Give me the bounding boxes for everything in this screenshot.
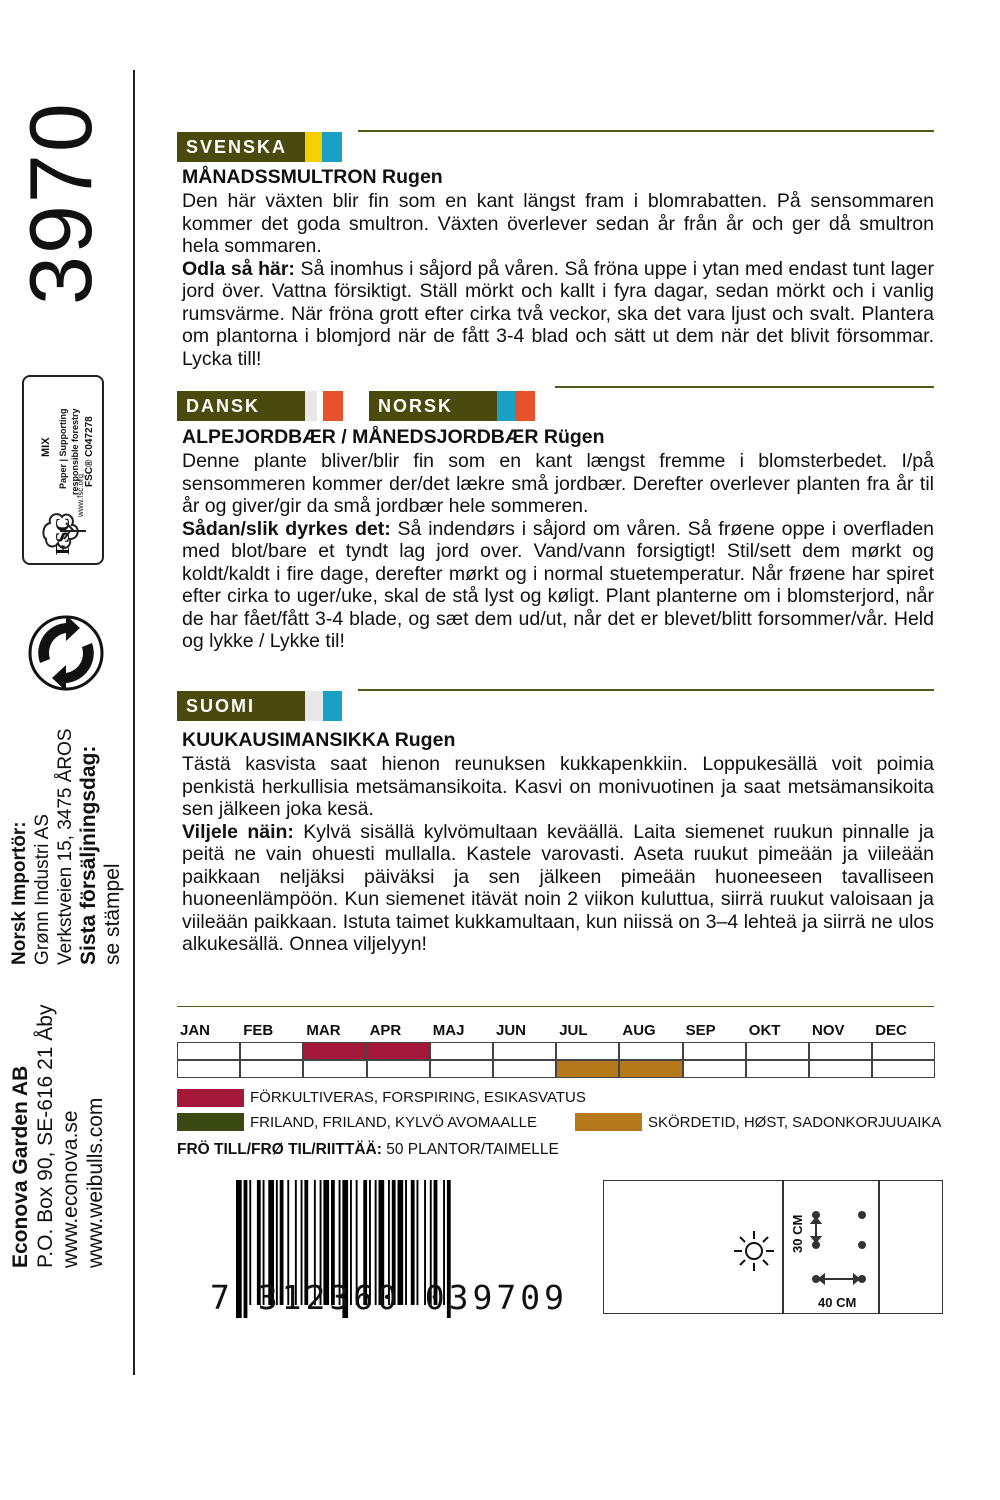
fsc-label (22, 375, 104, 565)
calendar-cell (746, 1042, 809, 1060)
growing-info-box (603, 1180, 943, 1314)
lang-tag-norsk: NORSK (369, 391, 497, 421)
month-label: MAJ (432, 1022, 465, 1039)
dansk-norsk-grow-label: Sådan/slik dyrkes det: (182, 517, 391, 540)
plant-spacing-label: 40 CM (818, 1295, 857, 1310)
calendar-cell (430, 1060, 493, 1078)
last-sale-value: se stämpel (101, 863, 124, 965)
suomi-intro: Tästä kasvista saat hienon reunuksen kukkapenkkiin. Loppukesällä voit poimia penkistä herkullisia metsämansikoita. Kasvi on monivuotinen ja saat metsämansikoita sen jälkeen joka kesä. (182, 753, 934, 820)
calendar-cell (367, 1060, 430, 1078)
box-divider (878, 1181, 880, 1313)
flag-stripe (322, 132, 342, 162)
company-site1: www.econova.se (59, 1110, 82, 1268)
month-label: FEB (243, 1022, 274, 1039)
month-label: DEC (875, 1022, 907, 1039)
recycle-icon (28, 615, 104, 691)
flag-stripe (305, 391, 317, 421)
flag-stripe (515, 391, 535, 421)
legend-swatch-precult (177, 1089, 244, 1107)
side-divider-line (133, 70, 135, 1375)
flag-stripe (497, 391, 515, 421)
fsc-paper-line2: responsible forestry (70, 408, 80, 495)
plant-spacing-diagram (804, 1205, 874, 1285)
company-address: P.O. Box 90, SE-616 21 Åby (34, 1004, 57, 1268)
month-label: JAN (180, 1022, 211, 1039)
month-label: MAR (306, 1022, 341, 1039)
month-label: JUL (559, 1022, 588, 1039)
fsc-mix: MIX (40, 437, 52, 457)
calendar-cell (746, 1060, 809, 1078)
row-spacing-label: 30 CM (790, 1214, 805, 1253)
calendar-cell (872, 1042, 935, 1060)
calendar-cell (367, 1042, 430, 1060)
company-name: Econova Garden AB (9, 1065, 32, 1268)
legend-swatch-harvest (575, 1113, 642, 1131)
fsc-paper-line1: Paper | Supporting (58, 408, 68, 489)
calendar-cell (683, 1042, 746, 1060)
svenska-title: MÅNADSSMULTRON Rugen (182, 166, 443, 188)
calendar-cell (556, 1042, 619, 1060)
calendar-cell (872, 1060, 935, 1078)
lang-tag-suomi: SUOMI (177, 691, 305, 721)
importer-block (8, 728, 124, 965)
suomi-grow-label: Viljele näin: (182, 820, 294, 843)
calendar-cell (493, 1060, 556, 1078)
suomi-body (182, 753, 934, 956)
section-rule (358, 130, 934, 132)
calendar-cell (240, 1060, 303, 1078)
dansk-norsk-body (182, 450, 934, 653)
svenska-grow-label: Odla så här: (182, 257, 295, 280)
barcode-number: 7 312360 039709 (210, 1278, 569, 1317)
legend-swatch-outdoor (177, 1113, 244, 1131)
sun-icon (732, 1229, 776, 1273)
svenska-body (182, 190, 934, 370)
calendar-cell (493, 1042, 556, 1060)
fsc-code: FSC® C047278 (84, 416, 95, 487)
legend-label-precult: FÖRKULTIVERAS, FORSPIRING, ESIKASVATUS (250, 1089, 586, 1106)
calendar-cell (177, 1042, 240, 1060)
calendar-cell (683, 1060, 746, 1078)
calendar-cell (619, 1060, 682, 1078)
svenska-grow-text: Så inomhus i såjord på våren. Så fröna uppe i ytan med endast tunt lager jord över. Vattna försiktigt. Ställ mörkt och kallt i fyra dagar, sedan mörkt och i vanlig rumsvärme. När fröna grott efter cirka två veckor, ska det vara ljust och svalt. Plantera om plantorna i blomjord när de fått 3-4 blad och sätt ut dem när det blivit försommar. Lycka till! (182, 257, 934, 370)
dansk-norsk-grow-text: Så indendørs i såjord om våren. Så frøene oppe i overfladen med blot/bare et tyndt lag jord over. Vand/vann forsigtigt! Stil/sett dem mørkt og koldt/kaldt i fire dage, derefter mørkt og i normal stuetemperatur. Når frøene har spiret efter cirka to uger/uke, skal de stå lyst og køligt. Plant planterne om i blomsterjord, når de har fået/fått 3-4 blade, og sæt dem ud/ut, når det er blevet/blitt forsommer/vår. Held og lykke / Lykke til! (182, 517, 935, 652)
dansk-norsk-title: ALPEJORDBÆR / MÅNEDSJORDBÆR Rügen (182, 426, 605, 448)
calendar-cell (240, 1042, 303, 1060)
seed-quantity (177, 1141, 559, 1159)
section-rule (358, 689, 934, 691)
month-label: OKT (748, 1022, 781, 1039)
seed-quantity-value: 50 PLANTOR/TAIMELLE (381, 1141, 559, 1158)
lang-tag-svenska: SVENSKA (177, 132, 305, 162)
suomi-grow-text: Kylvä sisällä kylvömultaan keväällä. Laita siemenet ruukun pinnalle ja peitä ne vain ohuesti mullalla. Kastele varovasti. Aseta ruukut pimeään ja viileään paikkaan neljäksi päiväksi ja sen jälkeen pimeään huoneeseen tavalliseen huoneenlämpöön. Kun siemenet itävät noin 2 viikon kuluttua, siirrä ruukut valoisaan ja viileään paikkaan. Istuta taimet kukkamultaan, kun niissä on 3–4 lehteä ja siirrä ne ulos alkukesällä. Onnea viljelyyn! (182, 820, 935, 955)
calendar-cell (177, 1060, 240, 1078)
calendar-cell (303, 1042, 366, 1060)
article-code: 3970 (11, 101, 110, 305)
suomi-title: KUUKAUSIMANSIKKA Rugen (182, 729, 456, 751)
svenska-intro: Den här växten blir fin som en kant längst fram i blomrabatten. På sensommaren kommer det goda smultron. Växten överlever sedan år från år och ger då smultron hela sommaren. (182, 190, 934, 257)
last-sale-label: Sista försäljningsdag: (77, 745, 100, 965)
section-rule (555, 386, 934, 388)
company-site2: www.weibulls.com (84, 1097, 107, 1268)
box-divider (782, 1181, 784, 1313)
legend-label-harvest: SKÖRDETID, HØST, SADONKORJUUAIKA (648, 1114, 942, 1131)
month-label: APR (369, 1022, 402, 1039)
fsc-url: www.fsc.org (76, 473, 85, 517)
calendar-cell (809, 1060, 872, 1078)
seed-quantity-label: FRÖ TILL/FRØ TIL/RIITTÄÄ: (177, 1141, 382, 1158)
month-label: JUN (496, 1022, 527, 1039)
month-label: AUG (622, 1022, 656, 1039)
flag-stripe (305, 132, 322, 162)
flag-stripe (305, 691, 323, 721)
calendar-cell (430, 1042, 493, 1060)
calendar-cell (619, 1042, 682, 1060)
company-block (8, 1005, 108, 1268)
dansk-norsk-intro: Denne plante bliver/blir fin som en kant længst fremme i blomsterbedet. I/på sensommeren kommer der/det lækre små jordbær. Derefter overlever planten fra år til år og giver/gir da små jordbær hele sommeren. (182, 450, 934, 517)
importer-address: Verkstveien 15, 3475 ÅROS (55, 728, 76, 965)
calendar-cell (303, 1060, 366, 1078)
month-label: NOV (812, 1022, 845, 1039)
importer-name: Grønn Industri AS (32, 813, 53, 965)
month-label: SEP (685, 1022, 716, 1039)
fsc-logo-text: FSC (52, 517, 74, 555)
calendar-cell (809, 1042, 872, 1060)
calendar-cell (556, 1060, 619, 1078)
flag-stripe (323, 391, 343, 421)
legend-label-outdoor: FRILAND, FRILAND, KYLVÖ AVOMAALLE (250, 1114, 538, 1131)
importer-label: Norsk Importör: (9, 821, 30, 965)
calendar-rule (177, 1006, 934, 1007)
lang-tag-dansk: DANSK (177, 391, 305, 421)
flag-stripe (323, 691, 342, 721)
calendar-grid (177, 1042, 937, 1078)
